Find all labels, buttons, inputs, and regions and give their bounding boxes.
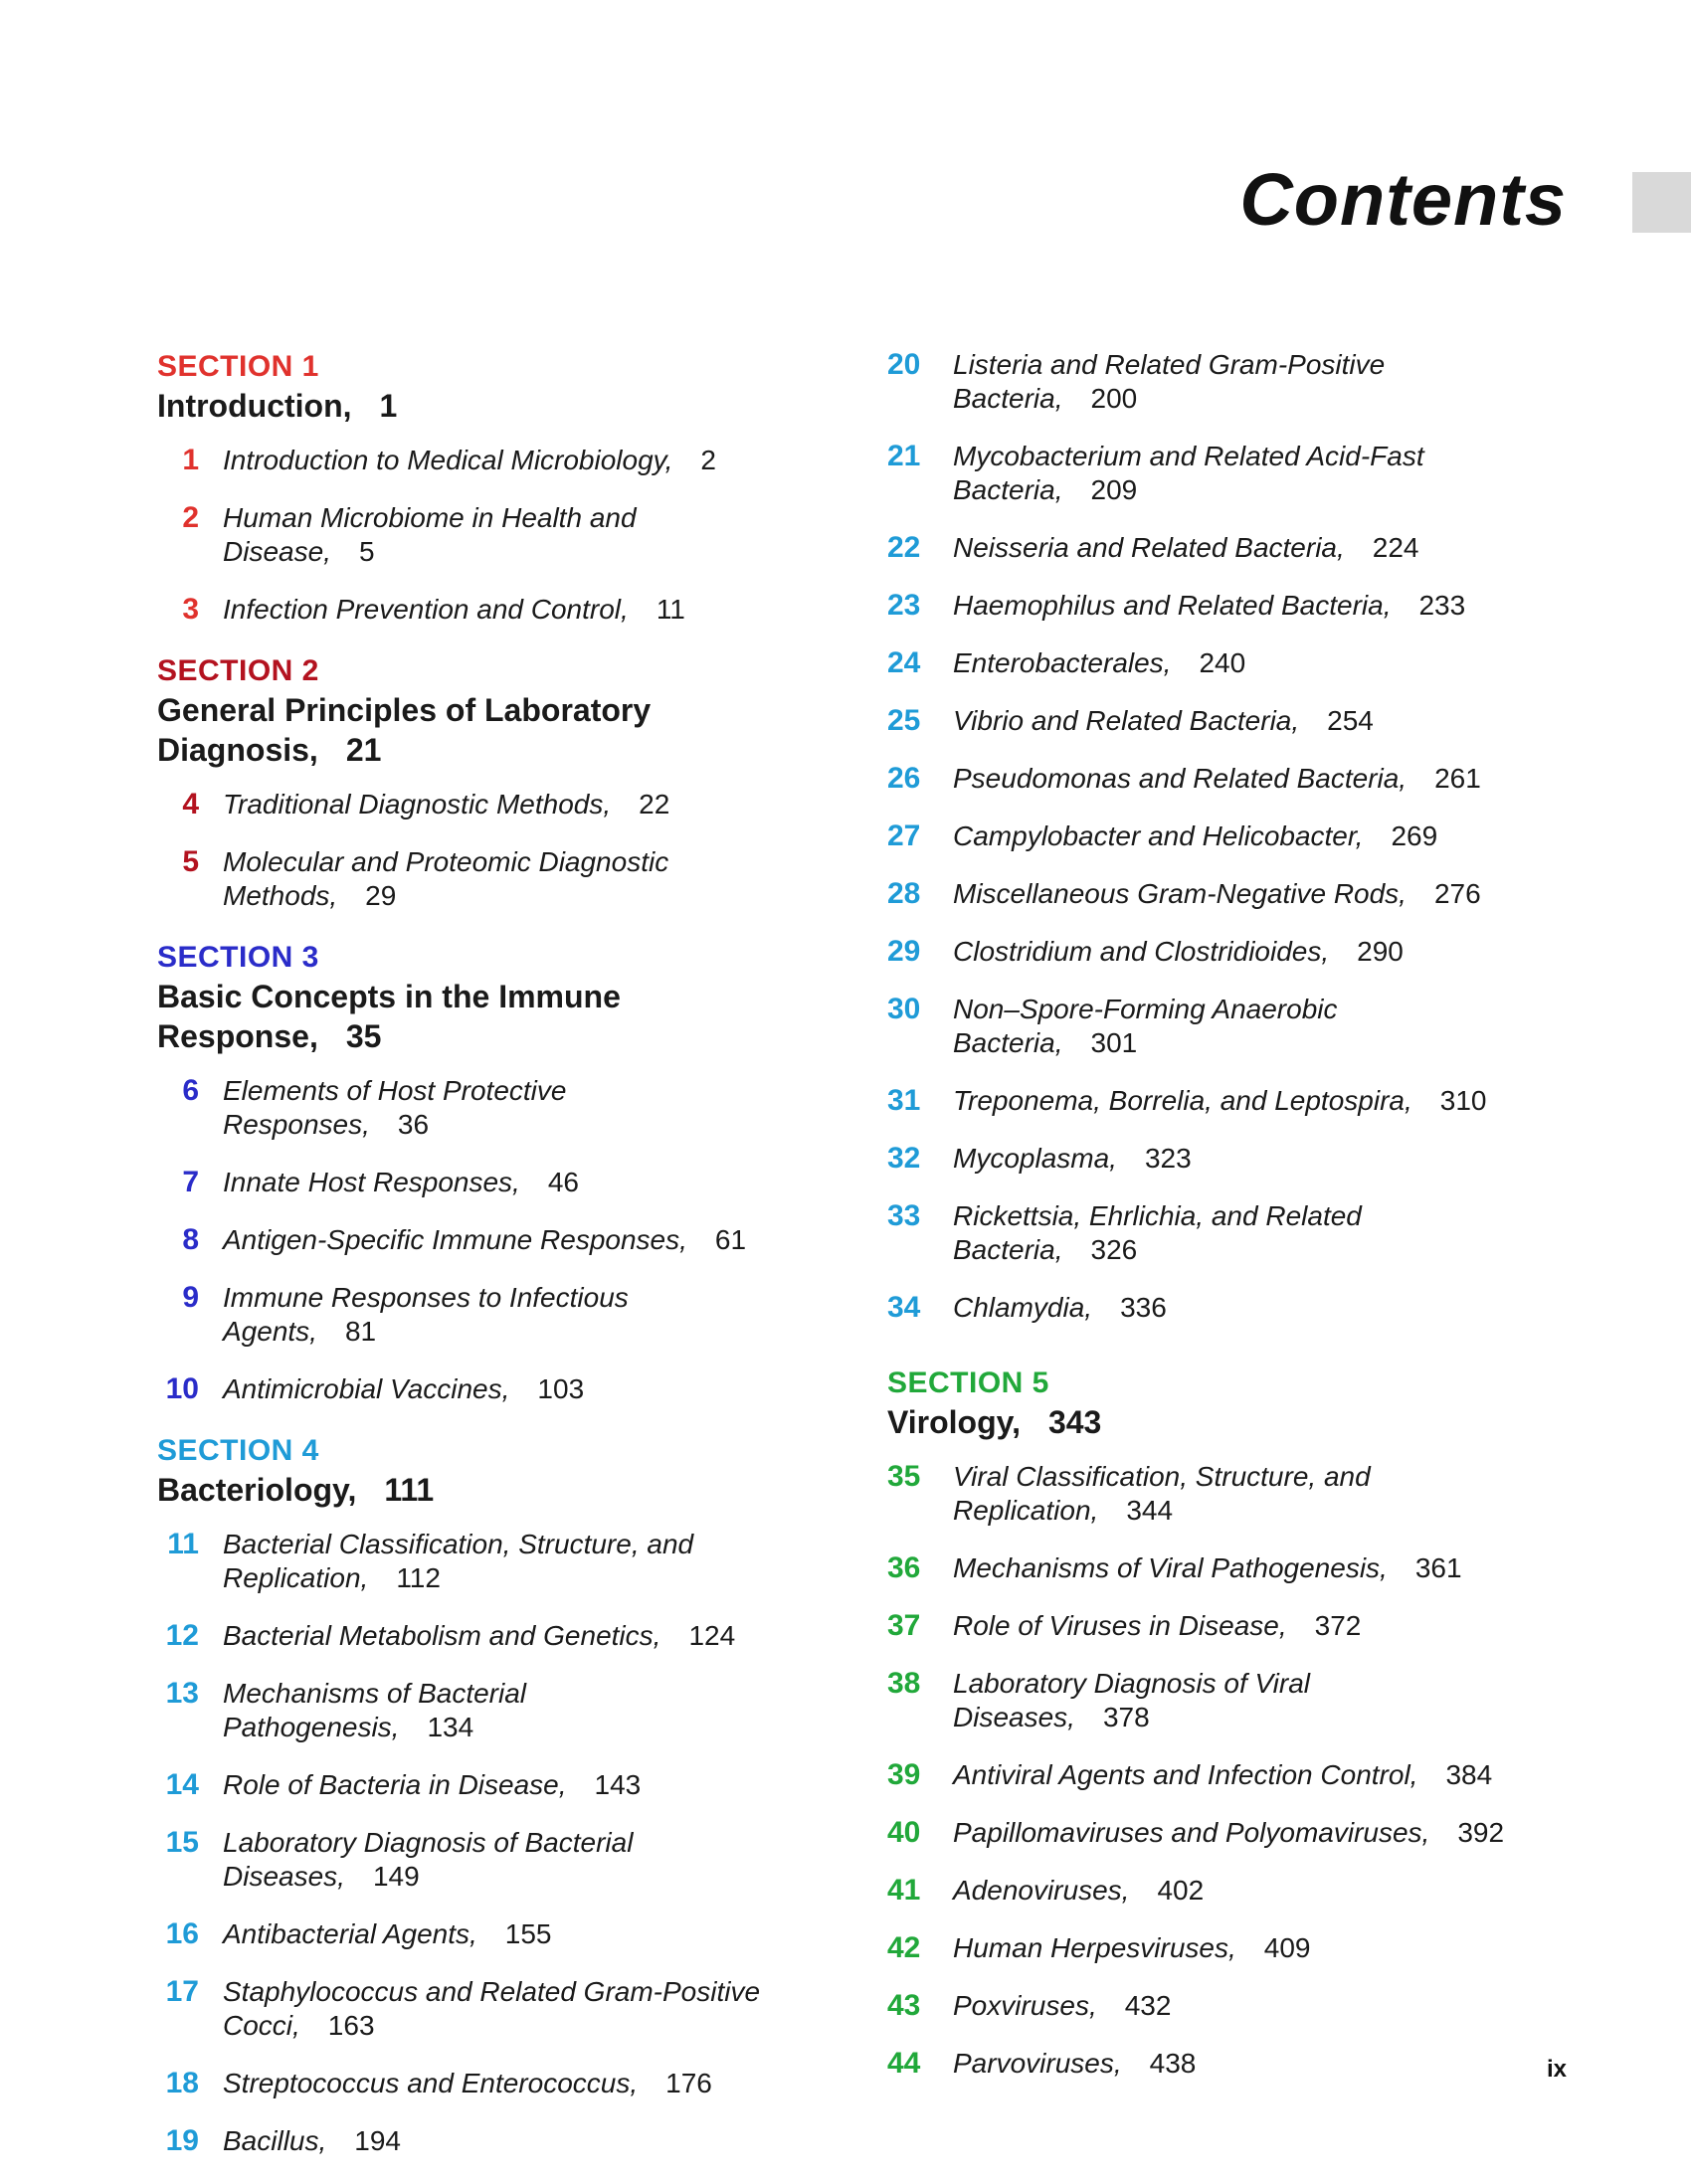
toc-section xyxy=(157,348,834,627)
chapter-title-text: Campylobacter and Helicobacter, xyxy=(953,820,1364,851)
toc-chapter-entry[interactable] xyxy=(157,2124,834,2158)
chapter-title-text: Role of Bacteria in Disease, xyxy=(223,1769,567,1800)
toc-chapter-entry[interactable] xyxy=(157,1677,834,1744)
chapter-number: 42 xyxy=(887,1931,921,1964)
chapter-title xyxy=(223,1619,735,1653)
page-title: Contents xyxy=(1239,158,1567,241)
chapter-page-number: 336 xyxy=(1120,1292,1167,1323)
chapter-page-number: 438 xyxy=(1149,2048,1197,2079)
chapter-title-text: Viral Classification, Structure, and Replication, xyxy=(953,1461,1371,1526)
toc-chapter-entry[interactable] xyxy=(157,1975,834,2043)
toc-chapter-entry[interactable] xyxy=(887,1874,1584,1908)
chapter-page-number: 2 xyxy=(700,445,716,475)
toc-chapter-entry[interactable] xyxy=(887,1931,1584,1965)
chapter-title-text: Laboratory Diagnosis of Viral Diseases, xyxy=(953,1668,1311,1732)
chapter-title-text: Papillomaviruses and Polyomaviruses, xyxy=(953,1817,1430,1848)
chapter-list xyxy=(887,348,1584,1325)
chapter-title-text: Mechanisms of Bacterial Pathogenesis, xyxy=(223,1678,527,1742)
chapter-page-number: 310 xyxy=(1439,1085,1487,1116)
chapter-title-text: Role of Viruses in Disease, xyxy=(953,1610,1287,1641)
chapter-number: 12 xyxy=(165,1619,199,1652)
chapter-number: 41 xyxy=(887,1874,921,1907)
toc-chapter-entry[interactable] xyxy=(887,1609,1584,1643)
chapter-title xyxy=(223,1528,780,1595)
chapter-title xyxy=(953,1199,1510,1267)
chapter-title-text: Mycobacterium and Related Acid-Fast Bacteria, xyxy=(953,441,1424,505)
chapter-number: 29 xyxy=(887,935,921,968)
toc-chapter-entry[interactable] xyxy=(887,1551,1584,1585)
chapter-title-text: Immune Responses to Infectious Agents, xyxy=(223,1282,629,1347)
chapter-title-text: Bacterial Classification, Structure, and Replication, xyxy=(223,1529,694,1593)
toc-chapter-entry[interactable] xyxy=(887,1460,1584,1528)
chapter-title xyxy=(223,1372,584,1406)
chapter-page-number: 378 xyxy=(1102,1702,1150,1732)
chapter-list xyxy=(887,1460,1584,2081)
chapter-title-text: Antigen-Specific Immune Responses, xyxy=(223,1224,687,1255)
chapter-title xyxy=(953,704,1374,738)
chapter-title-text: Listeria and Related Gram-Positive Bacteria, xyxy=(953,349,1386,414)
chapter-number: 31 xyxy=(887,1084,921,1117)
toc-section xyxy=(157,939,834,1406)
chapter-title xyxy=(953,1551,1462,1585)
toc-chapter-entry[interactable] xyxy=(157,1074,834,1142)
chapter-page-number: 326 xyxy=(1090,1234,1138,1265)
chapter-title xyxy=(953,348,1510,416)
chapter-page-number: 194 xyxy=(354,2125,401,2156)
toc-chapter-entry[interactable] xyxy=(887,1758,1584,1792)
chapter-page-number: 361 xyxy=(1414,1552,1462,1583)
toc-chapter-entry[interactable] xyxy=(887,1667,1584,1734)
page-tab-marker xyxy=(1632,172,1691,233)
chapter-page-number: 402 xyxy=(1157,1875,1205,1906)
chapter-title xyxy=(223,444,716,477)
toc-chapter-entry[interactable] xyxy=(157,444,834,477)
chapter-page-number: 61 xyxy=(714,1224,747,1255)
chapter-title-text: Introduction to Medical Microbiology, xyxy=(223,445,673,475)
chapter-number: 43 xyxy=(887,1989,921,2022)
toc-chapter-entry[interactable] xyxy=(157,1166,834,1199)
chapter-number: 16 xyxy=(165,1917,199,1950)
chapter-title-text: Infection Prevention and Control, xyxy=(223,594,629,625)
chapter-number: 20 xyxy=(887,348,921,381)
chapter-page-number: 124 xyxy=(688,1620,736,1651)
section-title[interactable] xyxy=(157,690,834,770)
chapter-title-text: Innate Host Responses, xyxy=(223,1167,520,1197)
toc-section xyxy=(887,1365,1584,2081)
chapter-title-text: Mechanisms of Viral Pathogenesis, xyxy=(953,1552,1388,1583)
section-title-text: General Principles of Laboratory Diagnosis, xyxy=(157,692,652,768)
chapter-page-number: 224 xyxy=(1372,532,1419,563)
chapter-page-number: 344 xyxy=(1126,1495,1174,1526)
chapter-title-text: Traditional Diagnostic Methods, xyxy=(223,789,612,819)
chapter-title-text: Neisseria and Related Bacteria, xyxy=(953,532,1345,563)
toc-chapter-entry[interactable] xyxy=(887,1291,1584,1325)
chapter-number: 27 xyxy=(887,819,921,852)
toc-chapter-entry[interactable] xyxy=(887,877,1584,911)
toc-section xyxy=(157,1432,834,2158)
chapter-title-text: Poxviruses, xyxy=(953,1990,1097,2021)
toc-chapter-entry[interactable] xyxy=(157,2067,834,2100)
toc-chapter-entry[interactable] xyxy=(157,1281,834,1349)
chapter-number: 8 xyxy=(182,1223,199,1256)
chapter-number: 39 xyxy=(887,1758,921,1791)
chapter-number: 23 xyxy=(887,589,921,622)
toc-chapter-entry[interactable] xyxy=(157,501,834,569)
chapter-title xyxy=(953,762,1481,796)
chapter-number: 40 xyxy=(887,1816,921,1849)
chapter-title xyxy=(953,993,1510,1060)
chapter-title xyxy=(223,2067,712,2100)
chapter-title xyxy=(953,2047,1196,2081)
section-title[interactable] xyxy=(157,977,834,1056)
chapter-page-number: 176 xyxy=(665,2068,712,2098)
section-title[interactable] xyxy=(887,1402,1584,1442)
chapter-number: 17 xyxy=(165,1975,199,2008)
chapter-number: 35 xyxy=(887,1460,921,1493)
chapter-title-text: Treponema, Borrelia, and Leptospira, xyxy=(953,1085,1412,1116)
chapter-number: 3 xyxy=(182,593,199,626)
chapter-title xyxy=(223,845,780,913)
section-title-text: Bacteriology, xyxy=(157,1472,357,1508)
chapter-number: 38 xyxy=(887,1667,921,1700)
chapter-title-text: Chlamydia, xyxy=(953,1292,1093,1323)
chapter-page-number: 323 xyxy=(1144,1143,1192,1174)
toc-chapter-entry[interactable] xyxy=(887,1084,1584,1118)
chapter-number: 6 xyxy=(182,1074,199,1107)
toc-chapter-entry[interactable] xyxy=(887,1199,1584,1267)
chapter-title xyxy=(953,877,1481,911)
toc-chapter-entry[interactable] xyxy=(887,762,1584,796)
chapter-page-number: 301 xyxy=(1090,1027,1138,1058)
chapter-title-text: Mycoplasma, xyxy=(953,1143,1117,1174)
chapter-page-number: 112 xyxy=(396,1562,441,1593)
chapter-page-number: 276 xyxy=(1433,878,1481,909)
chapter-number: 36 xyxy=(887,1551,921,1584)
chapter-title-text: Clostridium and Clostridioides, xyxy=(953,936,1330,967)
chapter-title xyxy=(223,1074,780,1142)
chapter-page-number: 261 xyxy=(1434,763,1481,794)
chapter-title xyxy=(953,935,1404,969)
chapter-page-number: 5 xyxy=(358,536,375,567)
toc-chapter-entry[interactable] xyxy=(887,531,1584,565)
toc-chapter-entry[interactable] xyxy=(157,1826,834,1894)
toc-chapter-entry[interactable] xyxy=(157,1223,834,1257)
chapter-page-number: 134 xyxy=(427,1712,474,1742)
toc-section xyxy=(157,652,834,913)
chapter-title xyxy=(223,1768,641,1802)
chapter-page-number: 240 xyxy=(1199,647,1246,678)
chapter-title-text: Laboratory Diagnosis of Bacterial Diseases, xyxy=(223,1827,634,1892)
chapter-title-text: Non–Spore-Forming Anaerobic Bacteria, xyxy=(953,994,1338,1058)
toc-chapter-entry[interactable] xyxy=(887,646,1584,680)
chapter-title xyxy=(953,1142,1192,1176)
chapter-title xyxy=(953,531,1418,565)
chapter-page-number: 149 xyxy=(372,1861,420,1892)
chapter-title-text: Bacterial Metabolism and Genetics, xyxy=(223,1620,661,1651)
chapter-page-number: 432 xyxy=(1124,1990,1172,2021)
chapter-title xyxy=(223,1281,780,1349)
chapter-title xyxy=(953,589,1465,623)
chapter-number: 19 xyxy=(165,2124,199,2157)
chapter-number: 32 xyxy=(887,1142,921,1175)
chapter-title-text: Rickettsia, Ehrlichia, and Related Bacteria, xyxy=(953,1200,1362,1265)
chapter-number: 37 xyxy=(887,1609,921,1642)
chapter-number: 22 xyxy=(887,531,921,564)
section-title[interactable] xyxy=(157,386,834,426)
toc-chapter-entry[interactable] xyxy=(887,589,1584,623)
toc-chapter-entry[interactable] xyxy=(157,788,834,821)
chapter-number: 34 xyxy=(887,1291,921,1324)
section-title[interactable] xyxy=(157,1470,834,1510)
chapter-title-text: Miscellaneous Gram-Negative Rods, xyxy=(953,878,1407,909)
chapter-title xyxy=(223,501,780,569)
chapter-number: 15 xyxy=(165,1826,199,1859)
chapter-number: 7 xyxy=(182,1166,199,1198)
chapter-number: 1 xyxy=(182,444,199,476)
chapter-title xyxy=(223,1166,579,1199)
chapter-page-number: 254 xyxy=(1327,705,1374,736)
chapter-page-number: 409 xyxy=(1263,1932,1311,1963)
chapter-number: 30 xyxy=(887,993,921,1025)
chapter-title xyxy=(223,1826,780,1894)
chapter-title xyxy=(953,1758,1492,1792)
chapter-title xyxy=(223,1223,746,1257)
chapter-title-text: Antibacterial Agents, xyxy=(223,1918,477,1949)
chapter-title-text: Staphylococcus and Related Gram-Positive Cocci, xyxy=(223,1976,761,2041)
chapter-title-text: Streptococcus and Enterococcus, xyxy=(223,2068,639,2098)
chapter-number: 26 xyxy=(887,762,921,795)
toc-chapter-entry[interactable] xyxy=(887,993,1584,1060)
chapter-title xyxy=(953,1816,1504,1850)
chapter-number: 33 xyxy=(887,1199,921,1232)
chapter-title-text: Parvoviruses, xyxy=(953,2048,1122,2079)
toc-chapter-entry[interactable] xyxy=(887,1142,1584,1176)
section-page-number: 111 xyxy=(384,1472,435,1508)
toc-chapter-entry[interactable] xyxy=(157,1372,834,1406)
chapter-page-number: 233 xyxy=(1418,590,1466,621)
chapter-number: 13 xyxy=(165,1677,199,1710)
chapter-title xyxy=(953,1989,1171,2023)
chapter-title-text: Molecular and Proteomic Diagnostic Methods, xyxy=(223,846,669,911)
chapter-page-number: 46 xyxy=(547,1167,579,1197)
chapter-title xyxy=(223,1975,780,2043)
chapter-title xyxy=(223,1677,780,1744)
chapter-list xyxy=(157,1528,834,2158)
chapter-page-number: 36 xyxy=(397,1109,430,1140)
section-page-number: 21 xyxy=(345,732,382,768)
chapter-title-text: Elements of Host Protective Responses, xyxy=(223,1075,567,1140)
chapter-title-text: Adenoviruses, xyxy=(953,1875,1130,1906)
chapter-number: 5 xyxy=(182,845,199,878)
chapter-title-text: Antiviral Agents and Infection Control, xyxy=(953,1759,1418,1790)
chapter-title xyxy=(953,1931,1311,1965)
chapter-title xyxy=(953,1667,1510,1734)
chapter-page-number: 155 xyxy=(504,1918,552,1949)
section-label: SECTION 2 xyxy=(157,654,319,687)
chapter-title-text: Enterobacterales, xyxy=(953,647,1172,678)
chapter-page-number: 392 xyxy=(1457,1817,1505,1848)
toc-chapter-entry[interactable] xyxy=(887,2047,1584,2081)
chapter-title-text: Pseudomonas and Related Bacteria, xyxy=(953,763,1408,794)
chapter-title xyxy=(953,1874,1204,1908)
chapter-page-number: 269 xyxy=(1391,820,1438,851)
chapter-number: 25 xyxy=(887,704,921,737)
chapter-number: 11 xyxy=(167,1528,199,1560)
toc-chapter-entry[interactable] xyxy=(157,1528,834,1595)
section-label: SECTION 3 xyxy=(157,941,319,974)
chapter-page-number: 163 xyxy=(327,2010,375,2041)
toc-chapter-entry[interactable] xyxy=(157,593,834,627)
chapter-number: 4 xyxy=(182,788,199,820)
chapter-title xyxy=(953,819,1437,853)
chapter-list xyxy=(157,1074,834,1406)
section-title-text: Introduction, xyxy=(157,388,352,424)
chapter-title xyxy=(223,2124,401,2158)
chapter-title-text: Human Microbiome in Health and Disease, xyxy=(223,502,637,567)
chapter-number: 18 xyxy=(165,2067,199,2099)
chapter-number: 10 xyxy=(165,1372,199,1405)
section-page-number: 35 xyxy=(345,1018,382,1054)
toc-chapter-entry[interactable] xyxy=(887,1816,1584,1850)
toc-chapter-entry[interactable] xyxy=(887,819,1584,853)
chapter-title-text: Antimicrobial Vaccines, xyxy=(223,1373,510,1404)
chapter-title-text: Bacillus, xyxy=(223,2125,327,2156)
chapter-number: 9 xyxy=(182,1281,199,1314)
right-column xyxy=(887,348,1584,2106)
chapter-page-number: 372 xyxy=(1314,1610,1362,1641)
chapter-page-number: 209 xyxy=(1090,474,1138,505)
page-number: ix xyxy=(1546,2056,1567,2083)
chapter-title xyxy=(953,1084,1486,1118)
section-label: SECTION 4 xyxy=(157,1434,319,1467)
chapter-list xyxy=(157,444,834,627)
toc-chapter-entry[interactable] xyxy=(887,348,1584,416)
toc-chapter-entry[interactable] xyxy=(887,1989,1584,2023)
chapter-title xyxy=(223,788,669,821)
chapter-title-text: Haemophilus and Related Bacteria, xyxy=(953,590,1392,621)
chapter-number: 2 xyxy=(182,501,199,534)
section-label: SECTION 5 xyxy=(887,1366,1049,1399)
chapter-page-number: 81 xyxy=(344,1316,377,1347)
chapter-title xyxy=(223,593,685,627)
section-label: SECTION 1 xyxy=(157,350,319,383)
chapter-page-number: 200 xyxy=(1090,383,1138,414)
left-column xyxy=(157,348,834,2184)
chapter-page-number: 143 xyxy=(594,1769,642,1800)
chapter-title-text: Vibrio and Related Bacteria, xyxy=(953,705,1300,736)
toc-chapter-entry[interactable] xyxy=(157,1917,834,1951)
chapter-number: 44 xyxy=(887,2047,921,2080)
chapter-number: 14 xyxy=(165,1768,199,1801)
chapter-number: 24 xyxy=(887,646,921,679)
toc-chapter-entry[interactable] xyxy=(157,1619,834,1653)
chapter-page-number: 22 xyxy=(639,789,670,819)
toc-chapter-entry[interactable] xyxy=(887,935,1584,969)
chapter-title xyxy=(953,1609,1361,1643)
chapter-number: 28 xyxy=(887,877,921,910)
chapter-page-number: 290 xyxy=(1357,936,1404,967)
toc-chapter-entry[interactable] xyxy=(157,1768,834,1802)
toc-chapter-entry[interactable] xyxy=(887,704,1584,738)
toc-chapter-entry[interactable] xyxy=(887,440,1584,507)
chapter-page-number: 384 xyxy=(1445,1759,1493,1790)
section-page-number: 343 xyxy=(1047,1404,1102,1440)
chapter-title-text: Human Herpesviruses, xyxy=(953,1932,1236,1963)
section-title-text: Basic Concepts in the Immune Response, xyxy=(157,979,621,1054)
chapter-page-number: 29 xyxy=(365,880,397,911)
chapter-list xyxy=(157,788,834,913)
chapter-title xyxy=(953,646,1245,680)
chapter-title xyxy=(223,1917,552,1951)
chapter-page-number: 11 xyxy=(656,594,685,625)
toc-chapter-entry[interactable] xyxy=(157,845,834,913)
section-page-number: 1 xyxy=(379,388,398,424)
section-title-text: Virology, xyxy=(887,1404,1021,1440)
chapter-number: 21 xyxy=(887,440,921,472)
chapter-page-number: 103 xyxy=(537,1373,585,1404)
chapter-title xyxy=(953,1460,1510,1528)
chapter-title xyxy=(953,1291,1167,1325)
chapter-title xyxy=(953,440,1510,507)
